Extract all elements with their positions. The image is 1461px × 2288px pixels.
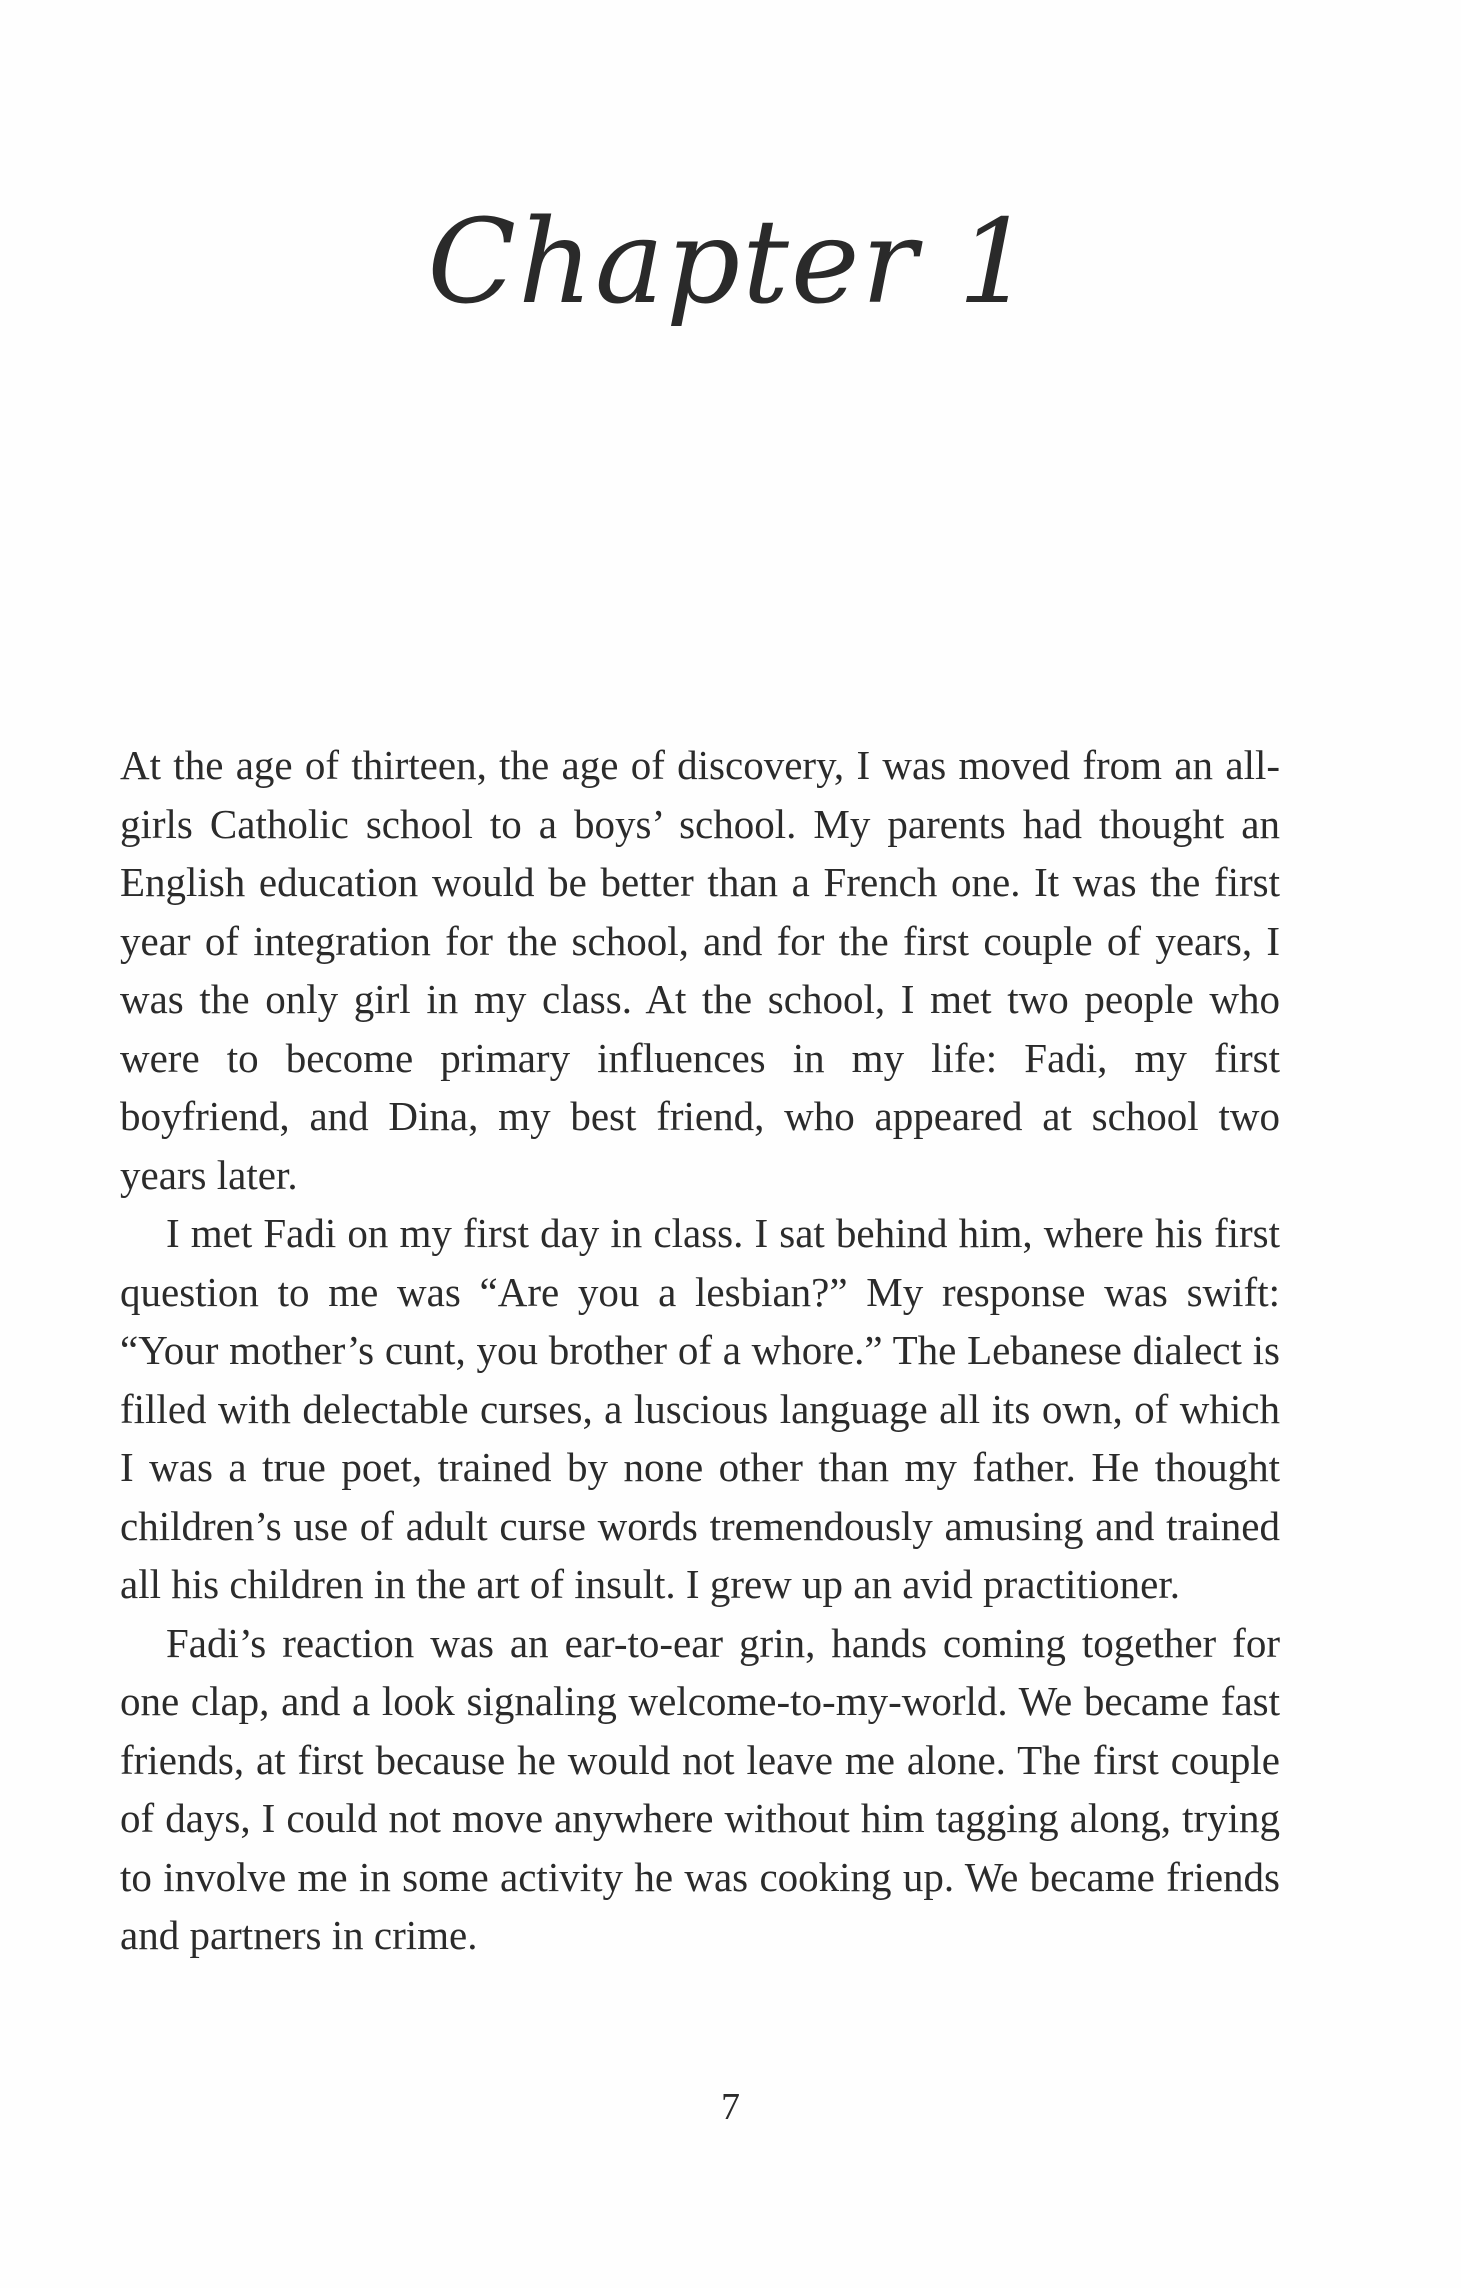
chapter-body — [120, 736, 1280, 1965]
paragraph: Fadi’s reaction was an ear-to-ear grin, hands coming together for one clap, and a look signaling welcome-to-my-world. We became fast friends, at first because he would not leave me alone. The first couple of days, I could not move anywhere without him tagging along, trying to involve me in some activity he was cooking up. We became friends and partners in crime. — [120, 1619, 1280, 1958]
chapter-heading: Chapter 1 — [427, 195, 1034, 330]
paragraph: I met Fadi on my first day in class. I sat behind him, where his first question to me was “Are you a lesbian?” My response was swift: “Your mother’s cunt, you brother of a whore.” The Lebanese dialect is filled with delectable curses, a luscious language all its own, of which I was a true poet, trained by none other than my father. He thought children’s use of adult curse words tremendously amusing and trained all his children in the art of insult. I grew up an avid practitioner. — [120, 1210, 1280, 1607]
page-number: 7 — [721, 2086, 740, 2128]
paragraph: At the age of thirteen, the age of discovery, I was moved from an all-girls Catholic school to a boys’ school. My parents had thought an English education would be better than a French one. It was the first year of integration for the school, and for the first couple of years, I was the only girl in my class. At the school, I met two people who were to become primary influences in my life: Fadi, my first boyfriend, and Dina, my best friend, who appeared at school two years later. — [120, 742, 1280, 1198]
